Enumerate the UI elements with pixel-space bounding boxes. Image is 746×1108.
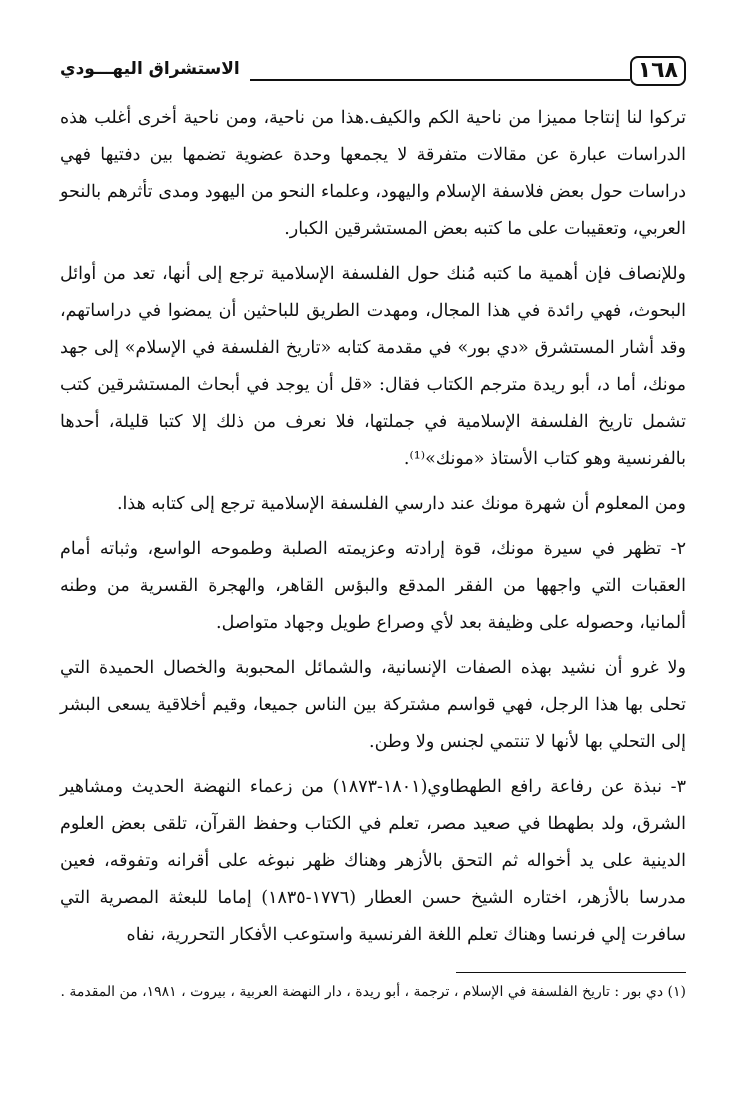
paragraph: وللإنصاف فإن أهمية ما كتبه مُنك حول الفلسفة الإسلامية ترجع إلى أنها، تعد من أوائل البحوث، فهي رائدة في هذا المجال، ومهدت الطريق للباحثين أن يمضوا في دراساتهم، وقد أشار المستشرق «دي بور» في مقدمة كتابه «تاريخ الفلسفة في الإسلام» إلى جهد مونك، أما د، أبو ريدة مترجم الكتاب فقال: «قل أن يوجد في أبحاث المستشرقين كتب تشمل تاريخ الفلسفة الإسلامية في جملتها، فلا نعرف من ذلك إلا كتبا قليلة، أحدها بالفرنسية وهو كتاب الأستاذ «مونك»⁽¹⁾.	[60, 264, 686, 469]
page-header	[60, 52, 686, 88]
paragraph: تركوا لنا إنتاجا مميزا من ناحية الكم والكيف.هذا من ناحية، ومن ناحية أخرى أغلب هذه الدراسات عبارة عن مقالات متفرقة لا يجمعها وحدة عضوية تضمها بين دفتيها فهي دراسات حول بعض فلاسفة الإسلام واليهود، وعلماء النحو من اليهود ومدى تأثرهم بالنحو العربي، وتعقيبات على ما كتبه بعض المستشرقين الكبار.	[60, 108, 686, 239]
running-title: الاستشراق اليهـــودي	[60, 59, 240, 79]
paragraph: ٢- تظهر في سيرة مونك، قوة إرادته وعزيمته الصلبة وطموحه الواسع، وثباته أمام العقبات التي واجهها من الفقر المدقع والبؤس القاهر، والهجرة القسرية من وطنه ألمانيا، وحصوله على وظيفة بعد لأي وصراع طويل وجهاد متواصل.	[60, 539, 686, 633]
paragraph: ٣- نبذة عن رفاعة رافع الطهطاوي(١٨٠١-١٨٧٣) من زعماء النهضة الحديث ومشاهير الشرق، ولد بطهطا في صعيد مصر، تعلم في الكتاب وحفظ القرآن، تلقى بعض العلوم الدينية على يد أخواله ثم التحق بالأزهر وهناك ظهر نبوغه على أقرانه وتفوقه، فعين مدرسا بالأزهر، اختاره الشيخ حسن العطار (١٧٧٦-١٨٣٥) إماما للبعثة المصرية التي سافرت إلي فرنسا وهناك تعلم اللغة الفرنسية واستوعب الأفكار التحررية، نفاه	[60, 777, 686, 945]
header-rule	[250, 79, 630, 81]
book-page	[60, 52, 686, 1003]
paragraph: ولا غرو أن نشيد بهذه الصفات الإنسانية، والشمائل المحبوبة والخصال الحميدة التي تحلى بها هذا الرجل، فهي قواسم مشتركة بين الناس جميعا، وقيم أخلاقية يسعى البشر إلى التحلي بها لأنها لا تنتمي لجنس ولا وطن.	[60, 658, 686, 752]
page-number: ١٦٨	[630, 56, 686, 86]
paragraph: ومن المعلوم أن شهرة مونك عند دارسي الفلسفة الإسلامية ترجع إلى كتابه هذا.	[116, 494, 686, 514]
footnote: (١) دي بور : تاريخ الفلسفة في الإسلام ، ترجمة ، أبو ريدة ، دار النهضة العربية ، بيروت ، ١٩٨١، من المقدمة .	[60, 984, 686, 1000]
footnote-divider	[456, 972, 686, 973]
body-text	[60, 100, 686, 954]
